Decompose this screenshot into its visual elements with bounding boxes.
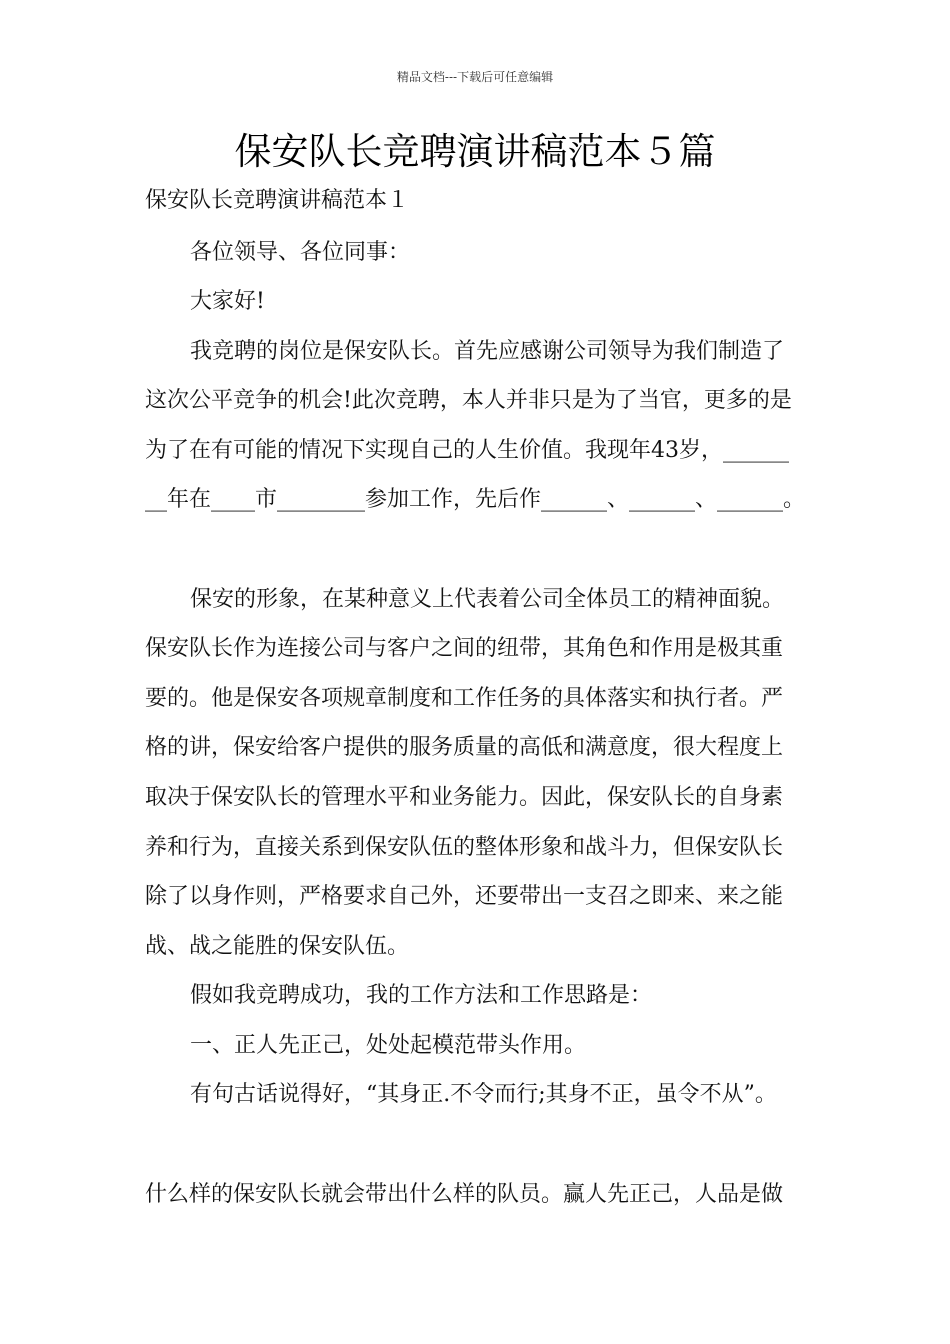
paragraph-line: 格的讲，保安给客户提供的服务质量的高低和满意度，很大程度上 [145,735,784,760]
paragraph-line: 养和行为，直接关系到保安队伍的整体形象和战斗力，但保安队长 [145,835,784,860]
paragraph-line: 我竞聘的岗位是保安队长。首先应感谢公司领导为我们制造了 [190,339,785,364]
paragraph-line: 假如我竞聘成功，我的工作方法和工作思路是： [190,983,653,1008]
paragraph-line: 取决于保安队长的管理水平和业务能力。因此，保安队长的自身素 [145,785,784,810]
paragraph-line: __年在____市________参加工作，先后作______、______、______。 [145,487,806,512]
salutation: 各位领导、各位同事： [190,240,411,265]
header-note: 精品文档---下载后可任意编辑 [396,70,554,84]
paragraph-line: 保安队长作为连接公司与客户之间的纽带，其角色和作用是极其重 [145,636,784,661]
section-heading: 保安队长竞聘演讲稿范本１ [145,188,410,213]
list-item-heading: 一、正人先正己，处处起模范带头作用。 [190,1033,587,1058]
paragraph-line: 什么样的保安队长就会带出什么样的队员。赢人先正己，人品是做 [145,1182,784,1207]
paragraph-line: 有句古话说得好，“其身正.不令而行;其身不正，虽令不从”。 [190,1082,777,1107]
paragraph-line: 除了以身作则，严格要求自己外，还要带出一支召之即来、来之能 [145,884,784,909]
document-title: 保安队长竞聘演讲稿范本５篇 [234,130,716,173]
paragraph-line: 要的。他是保安各项规章制度和工作任务的具体落实和执行者。严 [145,686,784,711]
paragraph-line: 战、战之能胜的保安队伍。 [145,934,410,959]
greeting: 大家好! [190,289,265,314]
paragraph-line: 这次公平竞争的机会!此次竞聘，本人并非只是为了当官，更多的是 [145,388,792,413]
paragraph-line: 保安的形象，在某种意义上代表着公司全体员工的精神面貌。 [190,587,785,612]
paragraph-line: 为了在有可能的情况下实现自己的人生价值。我现年43岁，______ [145,438,789,463]
